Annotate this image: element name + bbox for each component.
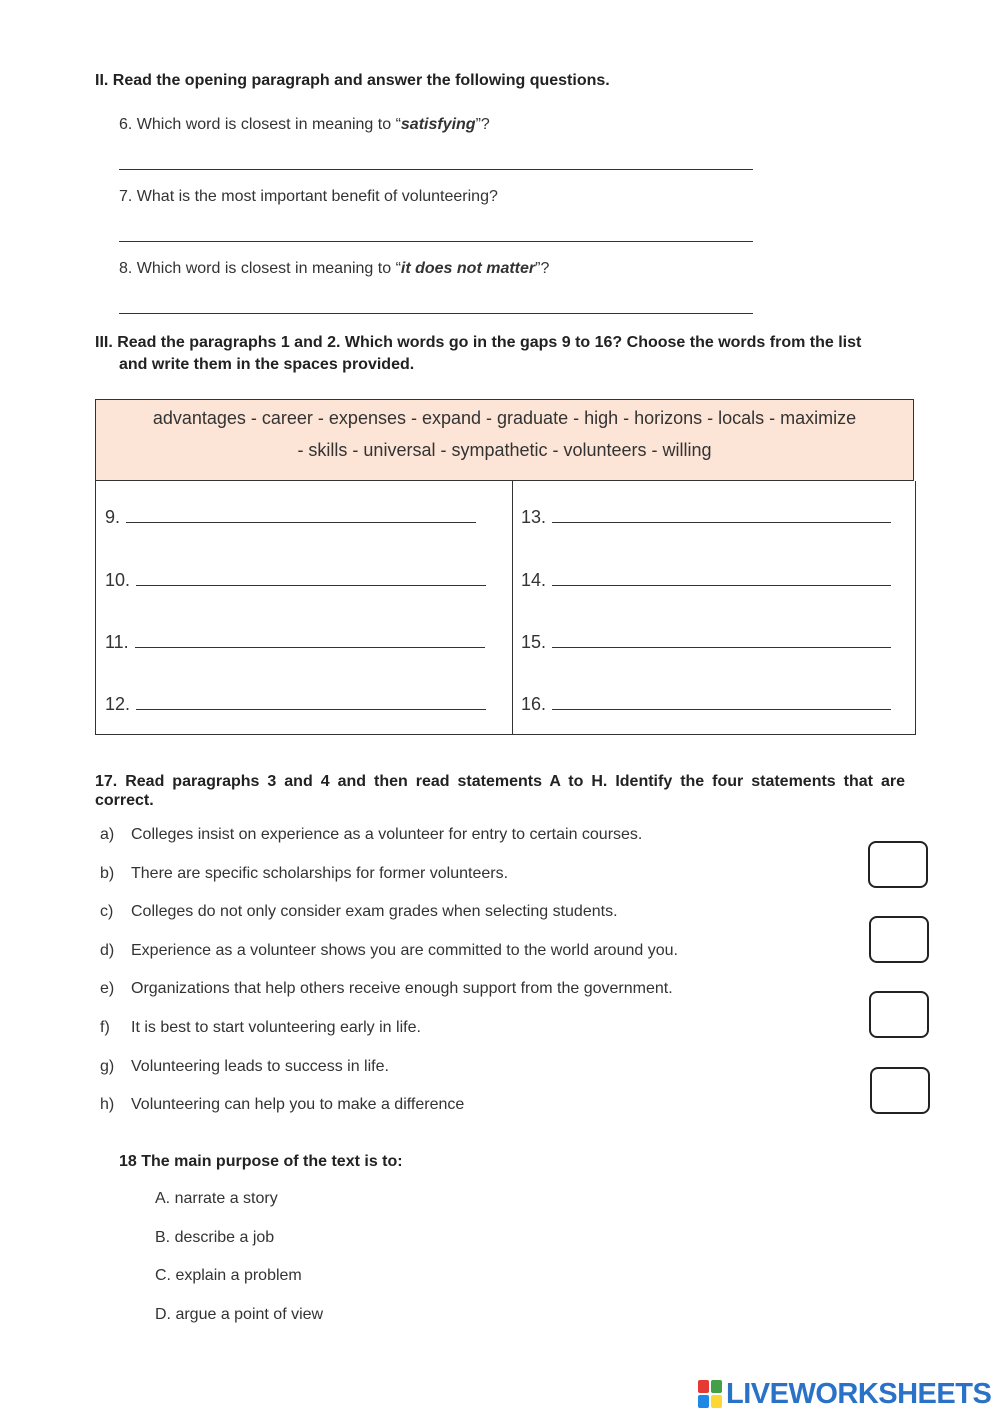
statement-b [100, 865, 508, 883]
question-8-before: 8. Which word is closest in meaning to “ [119, 260, 401, 277]
gap-16 [521, 691, 891, 715]
gap-15-label: 15. [521, 632, 547, 652]
section-18-heading: 18 The main purpose of the text is to: [119, 1153, 403, 1170]
statement-c [100, 903, 618, 921]
gap-9 [105, 504, 476, 528]
section-2-heading: II. Read the opening paragraph and answer the following questions. [95, 72, 610, 89]
section-17-heading-line-1: 17. Read paragraphs 3 and 4 and then read statements A to H. Identify the four statements that are [95, 773, 905, 790]
answer-line-8[interactable] [119, 313, 753, 314]
liveworksheets-logo [698, 1378, 991, 1410]
answer-box-2[interactable] [869, 916, 929, 963]
word-list-box [95, 399, 914, 481]
gap-15 [521, 629, 891, 653]
answer-box-1[interactable] [868, 841, 928, 888]
statement-e [100, 980, 673, 998]
gap-9-label: 9. [105, 507, 121, 527]
gap-16-input[interactable] [552, 691, 891, 710]
question-6-term: satisfying [400, 116, 476, 133]
statement-a-text: Colleges insist on experience as a volunteer for entry to certain courses. [131, 826, 643, 843]
word-list-line-2: - skills - universal - sympathetic - volunteers - willing [297, 440, 712, 460]
section-3-heading-line-1: III. Read the paragraphs 1 and 2. Which words go in the gaps 9 to 16? Choose the words from the list [95, 334, 862, 351]
gap-9-input[interactable] [126, 504, 476, 523]
question-6-after: ”? [475, 116, 490, 133]
statement-a [100, 826, 642, 844]
option-d[interactable]: D. argue a point of view [155, 1306, 324, 1323]
question-6 [119, 116, 490, 134]
gap-10-input[interactable] [136, 567, 486, 586]
statement-h-text: Volunteering can help you to make a difference [131, 1096, 465, 1113]
answer-box-3[interactable] [869, 991, 929, 1038]
statement-f-label: f) [100, 1019, 110, 1036]
statement-h-label: h) [100, 1096, 115, 1113]
gap-11-input[interactable] [135, 629, 485, 648]
option-a[interactable]: A. narrate a story [155, 1190, 278, 1207]
question-8-after: ”? [535, 260, 550, 277]
gap-11-label: 11. [105, 632, 129, 652]
statement-d [100, 942, 678, 960]
gap-answer-table [95, 481, 916, 735]
section-3-heading-line-2: and write them in the spaces provided. [119, 356, 415, 373]
gap-14 [521, 567, 891, 591]
option-c[interactable]: C. explain a problem [155, 1267, 302, 1284]
statement-b-text: There are specific scholarships for former volunteers. [131, 865, 509, 882]
gap-13-label: 13. [521, 507, 547, 527]
gap-12-input[interactable] [136, 691, 486, 710]
statement-h [100, 1096, 464, 1114]
logo-grid-icon [698, 1380, 722, 1408]
statement-g-text: Volunteering leads to success in life. [131, 1058, 389, 1075]
gap-13-input[interactable] [552, 504, 891, 523]
statement-g [100, 1058, 389, 1076]
statement-c-label: c) [100, 903, 114, 920]
gap-13 [521, 504, 891, 528]
statement-b-label: b) [100, 865, 115, 882]
statement-c-text: Colleges do not only consider exam grades when selecting students. [131, 903, 618, 920]
gap-14-input[interactable] [552, 567, 891, 586]
statement-d-text: Experience as a volunteer shows you are committed to the world around you. [131, 942, 678, 959]
word-list-line-1: advantages - career - expenses - expand - graduate - high - horizons - locals - maximize [152, 408, 857, 428]
logo-square-yellow [711, 1395, 722, 1408]
question-6-before: 6. Which word is closest in meaning to “ [119, 116, 401, 133]
statement-f [100, 1019, 421, 1037]
logo-text: LIVEWORKSHEETS [726, 1378, 992, 1410]
gap-12 [105, 691, 486, 715]
logo-square-red [698, 1380, 709, 1393]
logo-square-blue [698, 1395, 709, 1408]
table-divider [512, 481, 513, 734]
statement-e-text: Organizations that help others receive enough support from the government. [131, 980, 673, 997]
gap-11 [105, 629, 485, 653]
statement-d-label: d) [100, 942, 115, 959]
answer-line-6[interactable] [119, 169, 753, 170]
question-7: 7. What is the most important benefit of volunteering? [119, 188, 498, 205]
statement-a-label: a) [100, 826, 115, 843]
option-b[interactable]: B. describe a job [155, 1229, 275, 1246]
question-8 [119, 260, 549, 278]
gap-10 [105, 567, 486, 591]
gap-14-label: 14. [521, 570, 547, 590]
statement-e-label: e) [100, 980, 115, 997]
gap-10-label: 10. [105, 570, 131, 590]
answer-box-4[interactable] [870, 1067, 930, 1114]
gap-12-label: 12. [105, 694, 131, 714]
logo-square-green [711, 1380, 722, 1393]
question-8-term: it does not matter [400, 260, 536, 277]
statement-g-label: g) [100, 1058, 115, 1075]
gap-15-input[interactable] [552, 629, 891, 648]
answer-line-7[interactable] [119, 241, 753, 242]
section-17-heading-line-2: correct. [95, 792, 154, 809]
statement-f-text: It is best to start volunteering early in life. [131, 1019, 421, 1036]
gap-16-label: 16. [521, 694, 547, 714]
